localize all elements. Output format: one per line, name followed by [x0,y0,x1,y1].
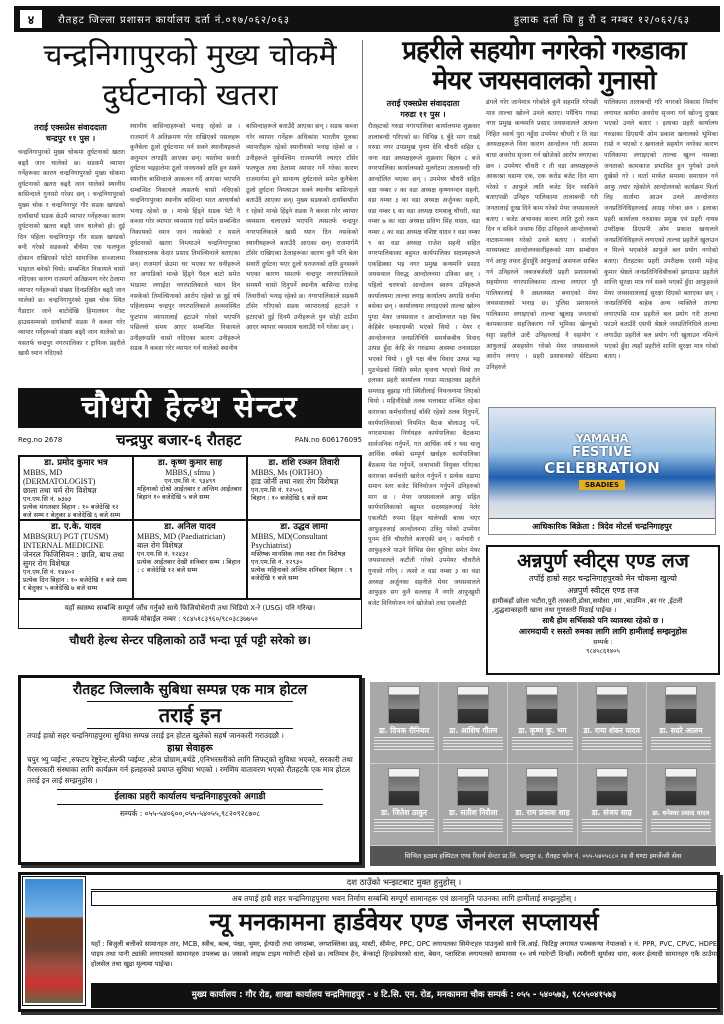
hotel-name: तराई इन [87,701,293,729]
headline-line: चन्द्रनिगापुरको मुख्य चोकमै [43,38,337,73]
doctor-nmc: एन.एम.सि नं. १२४३२ [137,550,189,558]
temple-photo [23,877,85,1005]
doctor-schedule: प्रत्येक महिनाको अन्तिम शनिबार बिहान : ९ बजेदेखि १ बजे सम्म [251,566,353,582]
doctor-specialty: बाल रोग विशेषज्ञ [137,541,183,550]
doctor-name: डा. अनिल यादव [164,522,216,532]
hardware-ad [18,872,720,1012]
hotel-contact: सम्पर्क : ०५५-५४०६००,०५५-५४०५५,९८२०९२८७०८ [119,809,261,818]
doctor-degree: MBBS, MD (DERMATOLOGIST) [23,468,96,486]
brand-logo-text: YAMAHA [575,432,629,445]
doctor-profile [508,682,577,764]
doctor-profile [578,682,647,764]
doctor-details [651,737,711,751]
column-divider [362,40,363,375]
hotel-ad [18,675,362,865]
yamaha-campaign [489,432,715,490]
doctor-name: डा. राम प्रकाश साह [515,808,570,817]
doctor-name: डा. जितेश ठाकुर [381,808,428,817]
doctor-name: डा. शशि रञ्जन तिवारी [268,458,340,468]
services-heading: हाम्रा सेवाहरू [167,742,213,754]
article-right-column-3: पालिकामा तालाबन्दी गरि नगरको विकास निर्माण लगायत कार्यमा अवरोध सृजना गर्न खोज्नु दुःखद भएको उनले बताए । इलाका प्रहरी कार्यालय गरुडाका डिएसपी ओम प्रकाश खनालको भूमिका राम्रो न भएको र खनालले सहयोग नगरेका कारण पालिकामा लगाइएको ताल्चा खुल्न नसक्दा जनताको कामकाज प्रभावित हुन पुगेको उनले दुखेसो गरे । वार्ता मार्फत समस्या समाधान गर्न आफु तयार रहेकोले आन्दोलनको कार्यक्रम फिर्ता लिइ वार्तामा आउन उनले आन्दोलरत जनप्रतिनिधिहरुलाई आग्रह गरेका छन । इलाका प्रहरी कार्यालय गरुडाका प्रमुख एवं प्रहरी नायब उपरीक्षक डिएसपी ओम प्रकाश खनालले जनप्रतिनिधिहरुले लगाएको ताल्चा प्रहरीले खुलाउन न मिल्ने भएकोले आफुले बल प्रयोग नगरेको बताए। रौतहटका प्रहरी उपरीक्षक एसपी महेन्द्र कुमार श्रेष्ठले जनप्रतिनिधिबीचको झगडामा प्रहरीले शान्ति सुरक्षा मात्र गर्न सक्ने भएको हुँदा आफुहरुले मेयर जयसवाललाई सुरक्षा दिएको बताएका छन् । जनप्रतिनिधि बाहेक अन्य व्यक्तिले ताल्चा लगाएपछि मात्र प्रहरीले बल प्रयोग गरी ताल्चा फाउने बताउँदै एसपी श्रेष्ठले जनप्रतिनिधिले ताल्चा लगाउँदा प्रहरीले बल प्रयोग गरी खुलाउन नमिल्ने भएको हुँदा त्यहाँ प्रहरीले शान्ति सुरक्षा मात्र गरेको बताए । [604,99,718,361]
doctor-name: डा. संजय साह [591,808,632,817]
masthead-bar [14,6,720,32]
doctor-name: डा. ए.के. यादव [51,522,101,532]
doctor-schedule: महिनाको दोश्रो आईतबार र अन्तिम आईतबार बिहान १० बजेदेखि ५ बजे सम्म [137,485,242,501]
home-service-note: साथै होम सर्भिसको पनि व्यावस्था रहेको छ । [542,616,664,625]
doctor-name: डा. उद्धव लामा [280,522,328,532]
doctor-name: डा. कृष्ण कु. भग [518,726,567,735]
doctor-degree: MBBS, Ms (ORTHO) [251,468,322,477]
doctor-name: डा. प्रमोद कुमार भत्र [44,458,108,468]
doctor-specialty: हाड जोर्नी तथा नशा रोग विशेषज्ञ [251,477,339,486]
doctor-specialty: मस्तिष्क मानसिक तथा नशा रोग विशेषज्ञ [251,550,346,558]
byline: तराई एक्सप्रेस संवाददाता [386,99,460,108]
doctor-photo [457,768,489,806]
doctor-schedule: प्रत्येक आईतबार देखी शनिबार सम्म । बिहान : ८ बजेदेखि १२ बजे सम्म [137,558,241,574]
services-text: चपुर भ्यु प्वईन्ट ,रुफटप रेष्टुरेन्ट,सेल्फी प्वईण्ट ,स्टेज प्रोग्राम,बर्थडे ,एनिभरसरीको लागि लिफट्को सुविधा भएको, सरकारी तथा गैरसरकारी संस्थाका लागि कार्यक्रम गर्न हलहरुको प्रयाप्त सुविधा भएको । रमणिय वातावरण भएको रौतहटकै एक मात्र होटल तराई इन लाई सम्झनुहोस । [27,754,353,785]
doctor-card [19,456,133,520]
doctor-name: डा. रामा शंकर यादव [583,726,640,735]
doctor-details [374,737,434,751]
dateline: गरुडा ११ पुस । [400,110,446,119]
sweets-name: अन्नपुर्ण स्वीट्स एण्ड लज [567,586,639,595]
page-number: ४ [20,10,42,28]
article-left-headline [20,36,360,116]
yamaha-dealer-caption: आधिकारिक बिक्रेता : त्रिदेव मोटर्स चन्द्रनिगाहपुर [489,518,715,534]
sweets-intro: तपाँई हाम्रो सहर चन्द्रनिगाहपुरको मेन चोकमा खुल्यो [529,574,677,583]
doctor-photo [526,686,558,724]
hotel-tagline: रौतहट जिल्लाकै सुबिधा सम्पन्न एक मात्र होटल [72,682,308,698]
sweets-menu: हामीकहाँ छोला भटौरा,पुरी तरकारी,डोसा,समोसा ,मम ,चाउमिन ,बर गर ,ईटली ,शुद्धशाकाहारी खाना तथा गुणस्तरी मिठाई पाईन्छ । [492,597,683,614]
contact-number: ९८४५८६१४०५ [586,647,620,655]
health-center-subheader [18,428,362,452]
doctor-degree: MBBS,( sfmu ) [165,468,215,477]
doctor-details [374,819,434,833]
hotel-intro: तपाई हाम्रो सहर चन्द्रनिगाहपुरमा सुविधा सम्पन्न तराई इन होटल खुलेको सहर्ष जानकारी गराउदछौ । [27,731,284,740]
hospital-ad [370,682,716,866]
doctor-details [512,819,572,833]
doctor-grid [18,455,362,599]
doctor-details [512,737,572,751]
doctor-details [443,737,503,751]
registration-left: रौतहट जिल्ला प्रशासन कार्यालय दर्ता नं.०१७/०६२/०६३ [58,15,291,26]
article-right-headline [366,36,722,96]
campaign-badge: SBADIES [579,480,625,490]
doctor-profile [508,764,577,846]
doctor-photo [388,768,420,806]
contact-number: सम्पर्क मोबाईल नम्बर : ९८४५१८३९६०/९८०३८३७७५० [122,615,258,623]
doctor-profile [370,764,439,846]
doctor-details [443,819,503,833]
services-note: यहाँ स्वास्थ्य सम्बन्धि सम्पूर्ण जाँच गर्नुको साथै फिजियोथेरापी तथा भिडियो X-रे (USG) पनि गरिन्छ। [64,604,316,612]
doctor-details [582,737,642,751]
article-right-byline-block [368,98,478,120]
doctor-nmc: एन.एम.सि नं. ७३७३ [23,495,72,503]
hardware-title: न्यू मनकामना हार्डवेयर एण्ड जेनरल सप्लायर्स [209,908,599,936]
campaign-line: CELEBRATION [544,459,660,477]
hardware-line2: अब तपाई हाम्रै शहर चन्द्रनिगाहपुरमा भवन निर्माण सम्बन्धि सम्पूर्ण सामानहरू एवं छानामुनि पाउनका लागि हामीलाई सम्झनुहोस् । [91,891,717,906]
doctor-profile [647,682,716,764]
byline: तराई एक्सप्रेस संवाददाता [34,123,107,132]
doctor-details [582,819,642,833]
contact-label: सम्पर्क : [593,638,613,646]
headline-line: मेयर जयसवालको गुनासो [432,66,656,96]
article-left-byline-block [18,122,123,144]
doctor-card [247,456,361,520]
doctor-photo [388,686,420,724]
health-center-footer [18,599,362,629]
doctor-card [133,456,247,520]
doctor-nmc: एन.एम.सि नं. १२९३० [251,558,303,566]
doctor-profile [370,682,439,764]
headline-line: प्रहरीले सहयोग नगरेको गरुडाका [402,36,686,66]
article-right-column-1: रौतहटको गरुडा नगरपालिका कार्यालयमा शुक्रवार तालाबन्दी गरिएको छ। विभिन्न ६ बुँदे माग राख्दै गरुडा नगर उपप्रमुख पुनम देवि चौधरी सहित ६ जना वडा अध्यक्षहरूले शुक्रवार बिहान ८ बजे नगरपालिका कार्यालयको मुलगेटमा तालाबन्दी गरि आन्दोलित भएका छन् । उपमेयर चौधरी सहित वडा नम्बर २ का वडा अध्यक्ष कृष्णनन्दन सहनी, वडा नम्बर ३ का वडा अध्यक्ष अर्जुनका सहनी, वडा नम्बर ६ का वडा अध्यक्ष रामबाबु चौधरी, वडा नम्बर ७ का वडा अध्यक्ष प्रविण सिंह यादव, वडा नम्बर ८ का वडा अध्यक्ष वशिष्ट यादव र वडा नम्बर ९ का वडा अध्यक्ष राजेश सहनी सहित नगरपालिकाका बहुमत कार्यपालिका सदस्यहरूले एकढिक्का भइ नगर प्रमुख कन्यमनि प्रसाद जयसवाल विरुद्ध आन्दोलनमा उत्रिका छन् । पहिलो चरणको आन्दोलन स्वरुप उनिहरूले कार्यालयमा ताल्चा लगाइ कार्यालय अगाडि धर्नामा बसेका छन् । कार्यालयमा लगाइएको ताल्चा खोल्न पुग्दा मेयर जयसवाल र आन्दोलनरत पक्ष बिच केहिबेर धम्काधम्की भएको थियो । मेयर र आन्दोलनरत जनप्रतिनिधि समर्थकबीच विवाद उत्पन्न हुँदा केहि बेर गरुडामा अवस्था तनावग्रस्त भएको थियो । दुवै पक्ष बीच विवाद उत्पन्न भइ मुठभेडको स्थिति समेत सृजना भएको थियो तर इलाका प्रहरी कार्यालय गरुडा मातहतका प्रहरीले समधाइ बुझाइ गरी स्थितीलाई नियन्त्रणमा लिएको थियो । महिनौंदेखी तलब भत्ताबाट वञ्चित रहेका करारका कर्मचारीलाई बाँकी रहेको तलब दिनुपर्ने, कार्यपालिकाको नियमित बैठक बोलाउनु पर्ने, नगरसभाका निर्णयहरु कार्यपालिका बैठकमा सार्वजनिक गर्नुपर्ने, गत आर्थिक वर्ष र यस चालु आर्थिक वर्षको सम्पूर्ण खर्चहरु कार्यपालिका बैठकमा पेश गर्नुपर्ने, जथाभावी नियुक्त गरिएका करारका कर्मचारी खारेज गर्नुपर्ने र प्रत्येक वडामा समान स्तर बजेट विनियोजन गर्नुपर्ने उनिहरुको माग छ । मेयर जयसवालले आफु सहित कार्यपालिकाको बहुमत सदस्यहरूलाई पेलेर एकलौटी रुपमा हिड्न थालेपछी बाध्य भएर आफुहरुलाई आन्दोलनमा उत्रिनु परेको उपमेयर पुनम देवि चौधरीले बताएकी छन् । कर्मचारी र आफुहरुले पाउने विभिन्न सेवा सुविधा समेत मेयर जयसवालले कटौती गरेको उपमेयर चौधरीले गुनासो गरिन् । त्यसो त वडा नम्बर ३ का वडा अध्यक्ष अर्जुनका सहनीले मेयर जयसवालले आफुहरु सग कुनै सल्लाह नै नगरि आफुखुसी बजेट विनियोजन गर्न खोजेको तथा एकलौटी [368,123,480,607]
doctor-photo [596,768,628,806]
hardware-body: यहाँ : बिजुली बत्तीको सामानहरु तार, MCB, स्वीच, बल्ब, पंखा, भुमर, ईत्यादी तथा जगदम्बा, जगशक्तिका छड्, मास्टी, सीमेन्ट, PPC, OPC लगायतका सिमेन्टहरु पाउनुको साथै जि.आई. फिटिङ्ग लगायत पञ्चकन्या नेपालको १ नं. PPR, PVC, CPVC, HDPE पाइप तथा पानी ट्यांकी लगायतको सामानहरु उपलब्ध छ। जसको लाइफ टाइम ग्यारेन्टी रहेको छ। त्यतिमात्र हैन, बेन्काट्रो हिन्डवेयरको धारा, बेसन, प्लास्टिक लगायतको सामानमा १० वर्ष ग्यारेन्टी दिन्छौं। त्यसैगरी सूर्याका धारा, कलर ईत्यादी सामानहरु एकै ठाउँमा होलसेल तथा खुद्रा मूल्यमा पाईन्छ। [91,940,717,968]
sweets-slogan: आरमदायी र सस्तो रुमका लागि लागि हामीलाई सम्झनुहोस [518,627,688,636]
hospital-footer: सिभिल हट्यम हस्पिटल एण्ड रिसर्च सेन्टर प्रा.लि. चन्द्रपुर ४, रौतहट फोन नं. ०५५-५४०५८८० २४ सै घण्टा इमर्जेन्सी सेवा [370,846,716,866]
hotel-address: ईलाका प्रहरी कार्यालय चन्द्रनिगाहपुरको अगाडी [57,789,323,805]
hardware-line1: दश ठाउँको भन्झटबाट मुक्त हुनुहोस् । [91,877,717,890]
article-left-column-2: स्थानीय बासिन्दाहरूको भनाइ रहेको छ । राजमार्ग नै अतिक्रमण गरेर राखिएको पसलहरू कुनैबेला ठूलो दुर्घटनामा पर्न सक्ने स्थानीयहरूले अनुमान लगाईंदै आएका छन्। यस्तोमा सवारी दुर्घटना भइहालेमा ठूलो जनधनको क्षति हुन सक्ने स्थानीय बासिन्दाले आकलन गर्दै आएका भएपनि सम्बन्धित निकायले त्यसतर्फ चासो नदिएको चन्द्रनिगापुरका स्थानीय बासिन्दा भरत आचार्यको भनाइ रहेको छ । मान्छे हिंड्ने सडक पेटी नै कब्जा गरेर व्यापार व्यवसाय गर्दा समेत सम्बन्धित निकायको ध्यान जान नसकेको र यसले दुर्घटनाको खतरा निम्त्याउने चन्द्रनिगापुरका रिक्साचालक केदार प्रसाद तिमल्सिनाले बताएका छन्। राजमार्ग छेउमा घर भएका घर धनीहरूले घर अगाडिको मान्छे हिंड्ने पैदल बाटो समेत भाडामा लगाईंदा नगरपालिकाले ध्यान दिन नसकेको तिमल्सिनाको आरोप रहेको छ दुई वर्ष पहिलासम्म चन्द्रपुर नगरपालिकाले अव्यवस्थित फुटपाथ व्यापारलाई हटाउने गरेको भएपनि पछिल्लो समय आएर सम्बन्धित निकायले उनीहरूप्रति चासो नदिएका कारण उनीहरूले सडक नै कब्जा गरेर व्यापार गर्न थालेको स्थानीय [130,123,240,353]
relocation-notice: चौधरी हेल्थ सेन्टर पहिलाको ठाउँ भन्दा पूर्व पट्टी सरेको छ। [69,633,311,647]
article-right-column-2: ढंगले गरेर जानेमात्र गरेकोले कुनै सहमति गरेपछी मात्र ताल्चा खोल्ने उनले बताए। पर्यैचिप गरुडा नगर प्रमुख कन्यमनि प्रसाद जयसवालले आफ्ना निहित स्वार्थ पुरा नहुँदा उपमेयर चौधरी र ति वडा अध्यक्षहरूले विना कारण आन्दोलन गरी आममा बाधा अवरोध सृजना गर्न खोजेको आरोप लगाएका छन । उपमेयर चौधरी र ती वडा अध्यक्षहरूले आकाश्ना वडामा एक, एक करोड बजेट दिन माग गरेको र आफुले त्यति बजेट दिन नसकिने बताएपछी उनिहरु पालिकामा तालाबन्दी गरी जनतालाई दुःख दिने काम गरेको मेयर जयसवालले बताए । बजेट अभावका कारण त्यति ठूलो रकम दिन न सकिने जवाफ दिँदा उनिहरुले आन्दोलनको नाटकमञ्चन गरेको उनले बताए । वार्ताको माध्यमबाट आन्दोलनकारीहरूको माग सम्बोधन गर्न आफू तयार हुँदाहुँदै आफुलाई असफल साबित गर्न उनिहरुले जबजबर्जस्ती प्रहरी प्रशासनको सहयोगमा नगरपालिकामा ताल्चा लगाएर पुरै पालिकालाई नै अस्तव्यस्त बनाएको मेयर जयसवालको भनाइ छ। पुलिस प्रशासनले पालिकामा लगाइएको ताल्चा खुलाइ जनताको कामकाजमा सहजिकरण गर्ने भूमिका खेल्नुको सट्टा प्रहरीले उल्टै उनिहरुलाई नै सहयोग र आफुलाई असहयोग गरेको मेयर जयसवालले आरोप लगाए । प्रहरी प्रशासनको सेटिङमा उनिहरुले [486,99,598,371]
health-center-address: चन्द्रपुर बजार-६ रौतहट [116,431,242,449]
doctor-name: डा. धनेश्वर प्रसाद यादव [652,809,710,817]
doctor-specialty: छाला तथा चर्म रोग विशेषज्ञ [23,486,97,495]
doctor-schedule: प्रत्येक मंगलबार बिहान : १० बजेदेखि १२ बजे सम्म र बेलुका ४ बजेदेखि ६ बजे सम्म [23,503,121,519]
doctor-photo [596,686,628,724]
sweets-title: अन्नपुर्ण स्वीट्स एण्ड लज [517,550,689,572]
campaign-line: FESTIVE [572,445,632,460]
doctor-specialty: जेनरल फिजिसियन : छाति, बाथ तथा सुगर रोग विशेषज्ञ [23,550,124,568]
doctor-name: डा. आशिष गौतम [449,726,498,735]
doctor-schedule: प्रत्येक दिन बिहान : १० बजेदेखि १ बजे सम्म र बेलुका ५ बजेदेखि ७ बजे सम्म [23,576,127,592]
headline-line: दुर्घटनाको खतरा [102,78,278,113]
doctor-photo [526,768,558,806]
doctor-name: डा. सदरे आलम [659,726,703,735]
doctor-profile [439,764,508,846]
doctor-photo [665,768,697,806]
doctor-nmc: एन.एम.सि नं. १४४०२ [23,568,75,576]
doctor-card [19,520,133,600]
doctor-photo [457,686,489,724]
article-left-column-1: चन्द्रनिगापुरको मुख्य चोकमा दुर्घटनाको खतरा बढ्दै जान थालेको छ। सडकमै व्यापार गर्नेहरूका कारण चन्द्रनिगापुरको मुख्य चोकमा दुर्घटनाको खतरा बढ्दै जान थालेको स्थानीय बासिन्दाले गुनासो गरेका छन् । चन्द्रनिगापुरको मुख्य चोक र चन्द्रनिगापुर गौर सडक खण्डको दायाँबायाँ सडक छेउमै व्यापार गर्नेहरूका कारण दुर्घटनाको खतरा बढ्दै जान थालेको हो। दुई दिन पहिला चन्द्रनिगापुर गौर सडक खण्डको बन्दै गरेको सडकको बीचैमा एक फलफुल दोकान राखिएको फोटो सामाजिक सञ्जालमा भाइरल बनेको थियो। सम्बन्धित निकायले चासो नदिएका कारण राजमार्ग अतिक्रमण गरेर ठेलामा व्यापार गर्नेहरूको संख्या दिनप्रतिदिन बढ्दै जान थालेको छ। चन्द्रनिगापुरको मुख्य चोक स्थित गैडाटार जाने बाटोदेखि हिमालयन गेस्ट हाउससम्मको दायाँबायाँ सडक नै कब्जा गरेर व्यापार गर्नेहरूको संख्या बढ्दै जान थालेको छ। यसतर्फ चन्द्रपुर नगरपालिका र ट्राफिक प्रहरीले खासै ध्यान नदिएको [18,149,125,358]
doctor-card [133,520,247,600]
doctor-degree: MBBS, MD(Consultant Psychiatrist) [251,532,328,550]
reg-number: Reg.no 2678 [18,436,63,444]
doctor-name: डा. सतीश निरौला [449,808,498,817]
doctor-photo [665,686,697,724]
doctor-profile [578,764,647,846]
doctor-details [651,819,711,833]
yamaha-ad [488,407,716,535]
dateline: चन्द्रपुर ११ पुस । [45,134,96,143]
pan-number: PAN.no 606176095 [294,436,362,444]
sweets-lodge-ad [486,545,720,675]
doctor-card [247,520,361,600]
doctor-nmc: एन.एम.सि नं. १२५०६ [251,486,303,494]
doctor-degree: MBBS, MD (Paediatrician) [137,532,226,541]
doctor-name: डा. कृष्ण कुमार साह [157,458,223,468]
doctor-nmc: एन.एम.सि नं. ९३४९९ [164,477,216,485]
registration-right: हुलाक दर्ता जि हु रौ द नम्बर १२/०६२/६३ [513,15,690,26]
doctor-schedule: बिहान : १० बजेदेखि ६ बजे सम्म [251,494,328,502]
doctor-degree: MBBS(RU) PGT (TUSM) INTERNAL MEDICINE [23,532,109,550]
hardware-footer: मुख्य कार्यालय : गौर रोड, शाखा कार्यालय चन्द्रनिगाहपुर - ४ टि.सि. एन. रोड, मनकामना चौक सम्पर्क : ०५५ - ५४०५७३, ९८५५०४१५७३ [91,983,717,1008]
doctor-profile [439,682,508,764]
doctor-profile [647,764,716,846]
article-left-column-3: बासिन्दाहरूले बताउँदै आएका छन् । सडक कब्जा गरेर व्यापार गर्नेहरू अधिकांश भारतीय मूलका व्यापारीहरू रहेको स्थानीयको भनाइ रहेको छ । उनीहरूले पूर्वपश्चिम राजमार्गमै ल्याएर टाँसेर फलफुल तथा ठेलामा व्यापार गर्ने गरेका कारण राजमार्गमा हुने सामान्य दुर्घटनाले समेत कुनैबेला ठूलो दुर्घटना निम्त्याउन सक्ने स्थानीय बासिन्दाले बताउँदै आएका छन्। मुख्य सडकको दायाँबायाँमा र रहेको मान्छे हिंड्ने सडक नै कब्जा गरेर व्यापार व्यवसाय चलाएको भएपनि त्यसतर्फ चन्द्रपुर नगरपालिकाले खासै ध्यान दिन नसकेको स्थानीयहरूले बताउँदै आएका छन्। राजमार्गमै टाँसेर राखिएका ठेलाहरूका कारण कुनै पनि बेला सवारी दुर्घटना भएर ठूलो धनजनको क्षति हुनसक्ने भएका कारण यसतर्फ चन्द्रपुर नगरपालिकाले समयमै चासो दिनुपर्ने स्थानीय बासिन्दा राजेन्द्र तिवारीको भनाइ रहेको छ। नगरपालिकाले सडकमै टाँसेर गरिएको सडक व्यापारलाई हटाउने र हटाएको दुई दिनमै उनीहरूले पुन सोही ठाउँमा आएर व्यापार व्यवसाय चलाउँदै गर्ने गरेका छन् । [246,123,358,332]
doctor-name: डा. दिपक रौनियार [378,726,430,735]
health-center-title: चौधरी हेल्थ सेन्टर [18,388,362,428]
